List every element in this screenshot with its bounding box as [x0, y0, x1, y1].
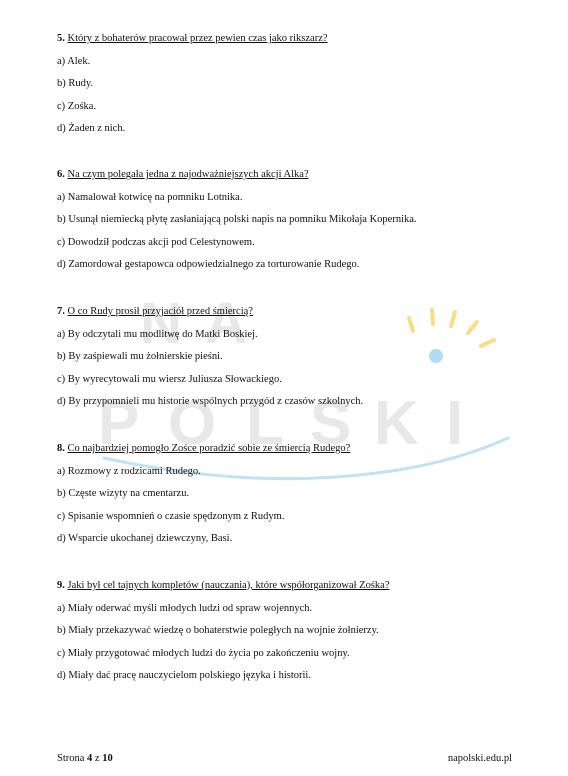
answer-option: a) By odczytali mu modlitwę do Matki Boskiej.	[57, 328, 258, 340]
answer-option: d) Żaden z nich.	[57, 123, 126, 135]
watermark-letter: K	[374, 389, 419, 458]
answer-option: c) Miały przygotować młodych ludzi do życia po zakończeniu wojny.	[57, 647, 350, 659]
watermark-letter: S	[310, 389, 352, 458]
question-number: 8.	[57, 443, 65, 454]
question-title	[57, 579, 537, 593]
question-6	[57, 168, 537, 272]
question-text: Co najbardziej pomogło Zośce poradzić sobie ze śmiercią Rudego?	[67, 443, 351, 454]
question-text: O co Rudy prosił przyjaciół przed śmiercią?	[67, 306, 253, 317]
question-9	[57, 579, 537, 683]
page-total: 10	[102, 753, 113, 764]
answer-option: c) Spisanie wspomnień o czasie spędzonym z Rudym.	[57, 510, 285, 522]
question-8	[57, 442, 537, 546]
page-prefix: Strona	[57, 753, 88, 764]
question-text: Jaki był cel tajnych kompletów (nauczania), które współorganizował Zośka?	[67, 580, 390, 591]
answer-option: a) Rozmowy z rodzicami Rudego.	[57, 465, 201, 477]
answer-option: b) By zaśpiewali mu żołnierskie pieśni.	[57, 351, 223, 363]
answer-option: d) Zamordował gestapowca odpowiedzialnego za torturowanie Rudego.	[57, 259, 360, 271]
watermark-letter: O	[168, 389, 217, 458]
question-number: 5.	[57, 33, 65, 44]
question-title	[57, 32, 537, 46]
site-url: napolski.edu.pl	[447, 753, 512, 764]
question-text: Który z bohaterów pracował przez pewien czas jako rikszarz?	[67, 33, 328, 44]
question-title	[57, 168, 537, 182]
question-title	[57, 442, 537, 456]
answer-option: d) By przypomnieli mu historie wspólnych przygód z czasów szkolnych.	[57, 396, 364, 408]
question-title	[57, 305, 537, 319]
answer-option: a) Alek.	[57, 55, 91, 67]
answer-option: c) Zośka.	[57, 100, 97, 112]
answer-option: c) By wyrecytowali mu wiersz Juliusza Słowackiego.	[57, 373, 282, 385]
page-current: 4	[87, 753, 93, 764]
question-7	[57, 305, 537, 409]
answer-option: d) Wsparcie ukochanej dziewczyny, Basi.	[57, 533, 233, 545]
watermark-letter: A	[205, 291, 247, 356]
question-number: 7.	[57, 306, 65, 317]
answer-option: b) Miały przekazywać wiedzę o bohaterstwie poległych na wojnie żołnierzy.	[57, 625, 379, 637]
answer-option: b) Częste wizyty na cmentarzu.	[57, 488, 190, 500]
question-text: Na czym polegała jedna z najodważniejszych akcji Alka?	[67, 169, 309, 180]
question-number: 9.	[57, 580, 65, 591]
watermark-letter: N	[140, 291, 182, 356]
answer-option: a) Namalował kotwicę na pomniku Lotnika.	[57, 191, 243, 203]
page-separator: z	[92, 753, 103, 764]
watermark-letter: L	[246, 389, 284, 458]
page-number	[57, 752, 113, 766]
answer-option: d) Miały dać pracę nauczycielom polskiego języka i historii.	[57, 670, 311, 682]
question-5	[57, 32, 537, 136]
watermark-letter: I	[446, 389, 464, 458]
answer-option: a) Miały oderwać myśli młodych ludzi od spraw wojennych.	[57, 602, 313, 614]
answer-option: c) Dowodził podczas akcji pod Celestynowem.	[57, 236, 255, 248]
question-number: 6.	[57, 169, 65, 180]
watermark-letter: P	[98, 389, 140, 458]
answer-option: b) Usunął niemiecką płytę zasłaniającą polski napis na pomniku Mikołaja Kopernika.	[57, 214, 417, 226]
answer-option: b) Rudy.	[57, 78, 94, 90]
